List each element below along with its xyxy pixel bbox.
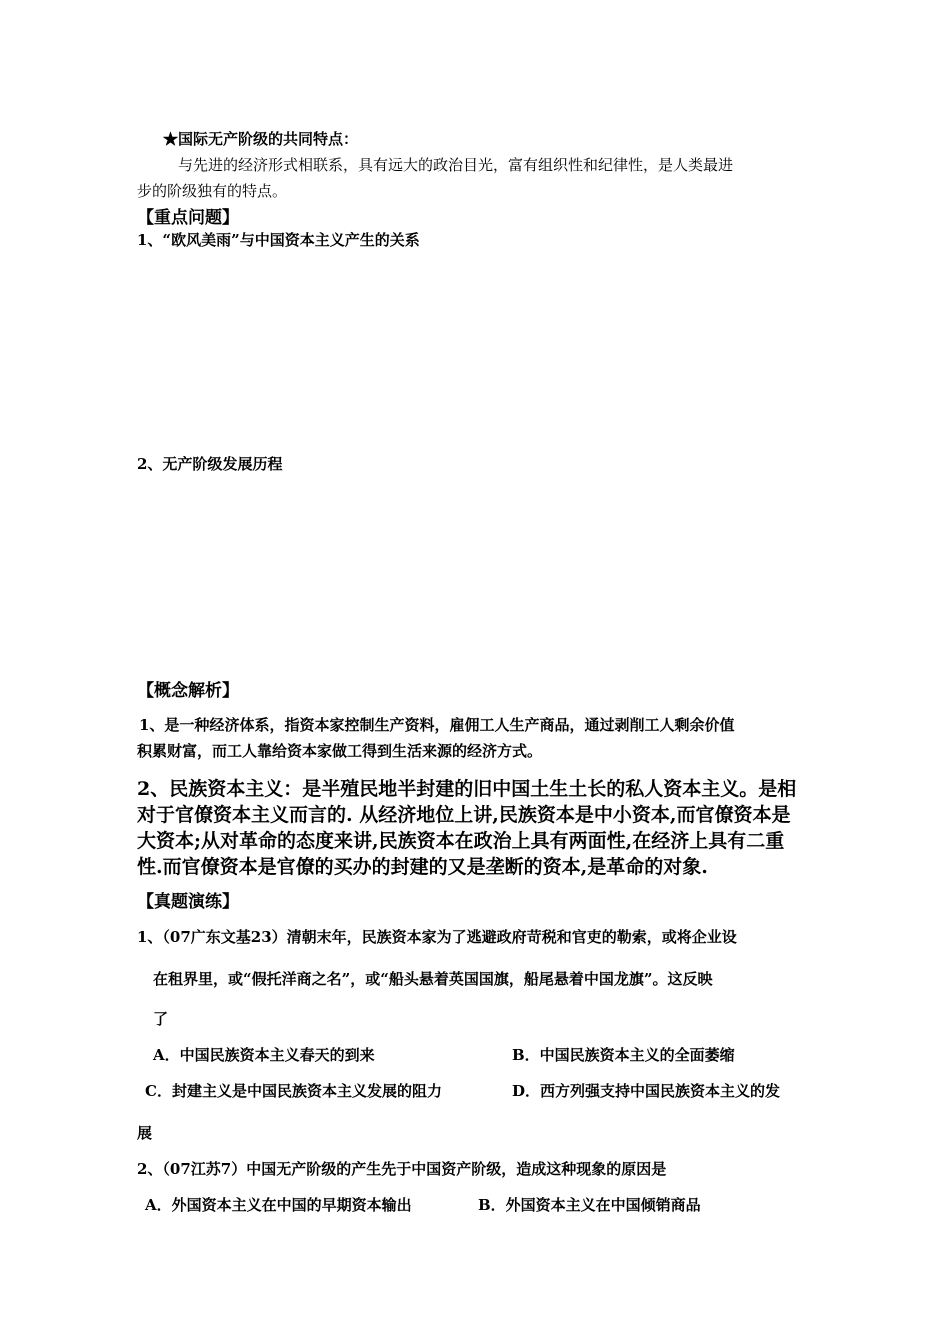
practice-q1-line3: 了 xyxy=(153,1010,169,1028)
practice-q1-option-d: D．西方列强支持中国民族资本主义的发 xyxy=(512,1082,781,1100)
key-issues-title: 【重点问题】 xyxy=(137,208,239,228)
features-text-line2: 步的阶级独有的特点。 xyxy=(137,182,288,200)
concept-2-line1: 2、民族资本主义：是半殖民地半封建的旧中国土生土长的私人资本主义。是相 xyxy=(137,778,797,800)
practice-q1-option-c: C．封建主义是中国民族资本主义发展的阻力 xyxy=(145,1082,442,1100)
concept-2-line2: 对于官僚资本主义而言的. 从经济地位上讲,民族资本是中小资本,而官僚资本是 xyxy=(137,804,791,826)
practice-q1-option-d-cont: 展 xyxy=(137,1124,153,1142)
practice-title: 【真题演练】 xyxy=(137,892,239,912)
practice-q2-option-a: A．外国资本主义在中国的早期资本输出 xyxy=(145,1196,412,1214)
features-text-line1: 与先进的经济形式相联系，具有远大的政治目光，富有组织性和纪律性，是人类最进 xyxy=(178,156,734,174)
practice-q2-option-b: B．外国资本主义在中国倾销商品 xyxy=(478,1196,701,1214)
concepts-title: 【概念解析】 xyxy=(137,681,239,701)
practice-q1-option-b: B．中国民族资本主义的全面萎缩 xyxy=(512,1046,735,1064)
key-issue-1: 1、“欧风美雨”与中国资本主义产生的关系 xyxy=(137,231,420,249)
concept-1-line2: 积累财富，而工人靠给资本家做工得到生活来源的经济方式。 xyxy=(137,742,543,760)
concept-1-line1: 1、是一种经济体系，指资本家控制生产资料，雇佣工人生产商品，通过剥削工人剩余价值 xyxy=(139,716,735,734)
practice-q1-line2: 在租界里，或“假托洋商之名”，或“船头悬着英国国旗，船尾悬着中国龙旗”。这反映 xyxy=(153,970,713,988)
practice-q1-option-a: A．中国民族资本主义春天的到来 xyxy=(153,1046,375,1064)
features-heading: ★国际无产阶级的共同特点： xyxy=(163,130,359,148)
practice-q2-line1: 2、（07江苏7）中国无产阶级的产生先于中国资产阶级，造成这种现象的原因是 xyxy=(137,1160,667,1178)
concept-2-line3: 大资本;从对革命的态度来讲,民族资本在政治上具有两面性,在经济上具有二重 xyxy=(137,830,785,852)
key-issue-2: 2、无产阶级发展历程 xyxy=(137,455,283,473)
concept-2-line4: 性.而官僚资本是官僚的买办的封建的又是垄断的资本,是革命的对象. xyxy=(137,856,708,878)
practice-q1-line1: 1、（07广东文基23）清朝末年，民族资本家为了逃避政府苛税和官吏的勒索，或将企业设 xyxy=(137,928,737,946)
